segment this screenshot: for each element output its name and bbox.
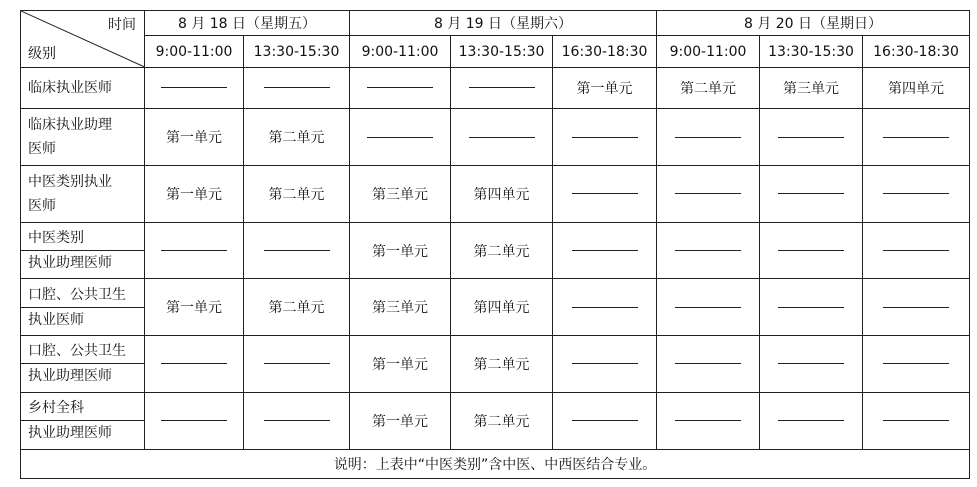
table-row: [21, 67, 970, 109]
dash-line-icon: [883, 363, 949, 364]
time-slot-header: 13:30-15:30: [760, 36, 863, 67]
dash-line-icon: [161, 250, 227, 251]
dash-line-icon: [778, 420, 844, 421]
dash-line-icon: [161, 420, 227, 421]
note-row: [21, 449, 970, 478]
dash-line-icon: [778, 137, 844, 138]
time-slot-header: 9:00-11:00: [145, 36, 244, 67]
empty-slot-cell: [760, 392, 863, 449]
level-label: 口腔、公共卫生: [28, 343, 126, 360]
empty-slot-cell: [863, 392, 970, 449]
level-label: 临床执业助理: [28, 117, 112, 134]
session-cell: 第二单元: [244, 279, 350, 336]
corner-time-label: 时间: [108, 17, 136, 33]
table-note: 说明：上表中“中医类别”含中医、中西医结合专业。: [21, 449, 970, 478]
level-cell: [21, 336, 145, 393]
level-cell: [21, 279, 145, 336]
corner-header: [21, 11, 145, 68]
session-cell: 第三单元: [760, 67, 863, 109]
level-cell: [21, 222, 145, 279]
dash-line-icon: [675, 307, 741, 308]
session-cell: 第一单元: [553, 67, 657, 109]
empty-slot-cell: [553, 279, 657, 336]
dash-line-icon: [161, 363, 227, 364]
schedule-body: [21, 67, 970, 449]
header-row-days: [21, 11, 970, 36]
empty-slot-cell: [553, 392, 657, 449]
session-cell: 第二单元: [244, 109, 350, 166]
time-slot-header: 13:30-15:30: [451, 36, 553, 67]
level-label: 口腔、公共卫生: [28, 286, 126, 303]
dash-line-icon: [675, 363, 741, 364]
time-slot-header: 16:30-18:30: [863, 36, 970, 67]
level-cell: [21, 109, 145, 166]
session-cell: 第二单元: [451, 222, 553, 279]
empty-slot-cell: [553, 109, 657, 166]
dash-line-icon: [778, 307, 844, 308]
empty-slot-cell: [863, 279, 970, 336]
dash-line-icon: [675, 137, 741, 138]
session-cell: 第三单元: [350, 165, 451, 222]
empty-slot-cell: [760, 336, 863, 393]
table-row: [21, 222, 970, 279]
session-cell: 第四单元: [863, 67, 970, 109]
exam-schedule-table: [20, 10, 970, 479]
dash-line-icon: [469, 137, 535, 138]
empty-slot-cell: [863, 222, 970, 279]
dash-line-icon: [778, 363, 844, 364]
empty-slot-cell: [760, 222, 863, 279]
empty-slot-cell: [350, 67, 451, 109]
dash-line-icon: [469, 87, 535, 88]
empty-slot-cell: [863, 109, 970, 166]
dash-line-icon: [675, 250, 741, 251]
table-row: [21, 109, 970, 166]
dash-line-icon: [264, 420, 330, 421]
level-label: 中医类别执业: [28, 173, 112, 190]
empty-slot-cell: [244, 336, 350, 393]
empty-slot-cell: [145, 392, 244, 449]
dash-line-icon: [572, 420, 638, 421]
empty-slot-cell: [657, 165, 760, 222]
day-header: 8 月 20 日（星期日）: [657, 11, 970, 36]
empty-slot-cell: [244, 222, 350, 279]
empty-slot-cell: [553, 165, 657, 222]
dash-line-icon: [572, 137, 638, 138]
dash-line-icon: [572, 363, 638, 364]
session-cell: 第一单元: [350, 222, 451, 279]
dash-line-icon: [778, 250, 844, 251]
empty-slot-cell: [863, 336, 970, 393]
dash-line-icon: [367, 137, 433, 138]
session-cell: 第一单元: [145, 165, 244, 222]
table-row: [21, 392, 970, 449]
dash-line-icon: [883, 250, 949, 251]
table-row: [21, 165, 970, 222]
empty-slot-cell: [553, 336, 657, 393]
level-cell: [21, 165, 145, 222]
level-cell: [21, 392, 145, 449]
empty-slot-cell: [760, 165, 863, 222]
dash-line-icon: [675, 420, 741, 421]
session-cell: 第四单元: [451, 279, 553, 336]
dash-line-icon: [572, 250, 638, 251]
dash-line-icon: [883, 193, 949, 194]
level-label: 执业助理医师: [21, 363, 144, 388]
level-label: 临床执业医师: [28, 79, 112, 96]
dash-line-icon: [367, 87, 433, 88]
empty-slot-cell: [657, 222, 760, 279]
session-cell: 第四单元: [451, 165, 553, 222]
empty-slot-cell: [657, 392, 760, 449]
level-label: 乡村全科: [28, 400, 84, 417]
session-cell: 第一单元: [145, 279, 244, 336]
session-cell: 第一单元: [350, 392, 451, 449]
session-cell: 第二单元: [451, 392, 553, 449]
session-cell: 第三单元: [350, 279, 451, 336]
empty-slot-cell: [863, 165, 970, 222]
empty-slot-cell: [451, 67, 553, 109]
dash-line-icon: [161, 87, 227, 88]
empty-slot-cell: [553, 222, 657, 279]
level-label: 医师: [28, 197, 56, 214]
level-label: 执业助理医师: [21, 250, 144, 275]
session-cell: 第二单元: [451, 336, 553, 393]
empty-slot-cell: [760, 279, 863, 336]
day-header: 8 月 18 日（星期五）: [145, 11, 350, 36]
dash-line-icon: [264, 363, 330, 364]
empty-slot-cell: [760, 109, 863, 166]
dash-line-icon: [264, 87, 330, 88]
empty-slot-cell: [145, 336, 244, 393]
dash-line-icon: [883, 420, 949, 421]
level-label: 执业助理医师: [21, 420, 144, 445]
time-slot-header: 13:30-15:30: [244, 36, 350, 67]
table-row: [21, 336, 970, 393]
day-header: 8 月 19 日（星期六）: [350, 11, 657, 36]
dash-line-icon: [883, 307, 949, 308]
session-cell: 第一单元: [350, 336, 451, 393]
dash-line-icon: [675, 193, 741, 194]
corner-level-label: 级别: [28, 45, 56, 62]
empty-slot-cell: [451, 109, 553, 166]
empty-slot-cell: [350, 109, 451, 166]
dash-line-icon: [264, 250, 330, 251]
table-row: [21, 279, 970, 336]
dash-line-icon: [883, 137, 949, 138]
level-label: 医师: [28, 141, 56, 158]
time-slot-header: 9:00-11:00: [350, 36, 451, 67]
session-cell: 第二单元: [657, 67, 760, 109]
header-row-slots: [21, 36, 970, 67]
empty-slot-cell: [145, 222, 244, 279]
dash-line-icon: [778, 193, 844, 194]
time-slot-header: 16:30-18:30: [553, 36, 657, 67]
empty-slot-cell: [244, 67, 350, 109]
session-cell: 第一单元: [145, 109, 244, 166]
empty-slot-cell: [145, 67, 244, 109]
level-cell: [21, 67, 145, 109]
empty-slot-cell: [244, 392, 350, 449]
dash-line-icon: [572, 193, 638, 194]
dash-line-icon: [572, 307, 638, 308]
level-label: 中医类别: [28, 230, 84, 247]
empty-slot-cell: [657, 279, 760, 336]
session-cell: 第二单元: [244, 165, 350, 222]
empty-slot-cell: [657, 336, 760, 393]
empty-slot-cell: [657, 109, 760, 166]
level-label: 执业医师: [21, 307, 144, 332]
time-slot-header: 9:00-11:00: [657, 36, 760, 67]
